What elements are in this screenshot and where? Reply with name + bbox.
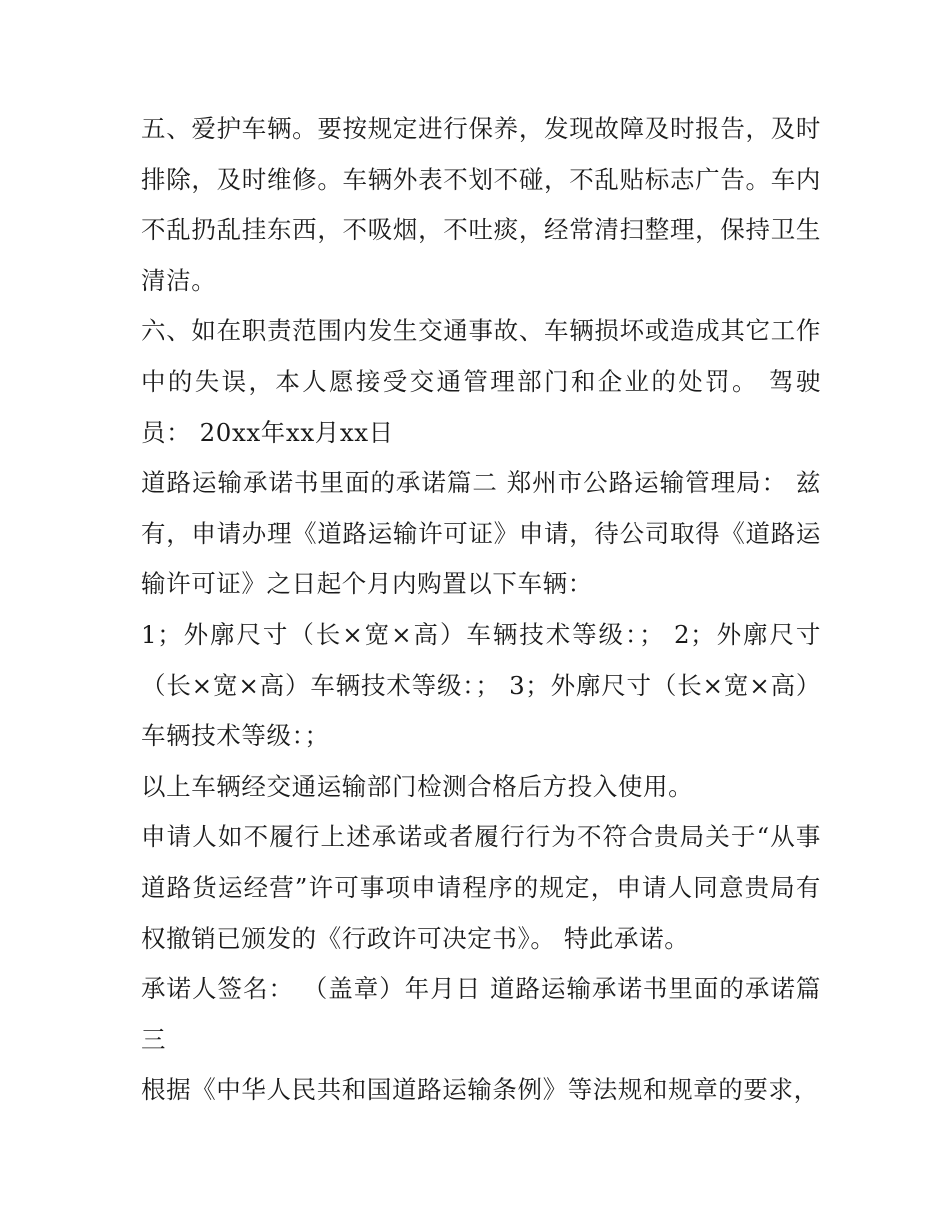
paragraph-commitment-two-intro: 道路运输承诺书里面的承诺篇二 郑州市公路运输管理局： 兹有，申请办理《道路运输许可证》申请，待公司取得《道路运输许可证》之日起个月内购置以下车辆： xyxy=(141,468,821,599)
paragraph-commitment-three-intro: 根据《中华人民共和国道路运输条例》等法规和规章的要求， xyxy=(141,1075,819,1105)
paragraph-vehicle-list: 1；外廓尺寸（长×宽×高）车辆技术等级：； 2；外廓尺寸（长×宽×高）车辆技术等级：； 3；外廓尺寸（长×宽×高）车辆技术等级：； xyxy=(141,619,821,751)
paragraph-accident-liability: 六、如在职责范围内发生交通事故、车辆损坏或造成其它工作中的失误，本人愿接受交通管理部门和企业的处罚。 驾驶员： 20xx年xx月xx日 xyxy=(141,316,821,447)
paragraph-care-vehicle: 五、爱护车辆。要按规定进行保养，发现故障及时报告，及时排除，及时维修。车辆外表不划不碰，不乱贴标志广告。车内不乱扔乱挂东西，不吸烟，不吐痰，经常清扫整理，保持卫生清洁。 xyxy=(141,114,821,295)
document-body xyxy=(141,104,821,1116)
paragraph-signature: 承诺人签名： （盖章）年月日 道路运输承诺书里面的承诺篇三 xyxy=(141,974,821,1054)
paragraph-inspection: 以上车辆经交通运输部门检测合格后方投入使用。 xyxy=(141,771,694,801)
paragraph-revocation: 申请人如不履行上述承诺或者履行行为不符合贵局关于“从事道路货运经营”许可事项申请程序的规定，申请人同意贵局有权撤销已颁发的《行政许可决定书》。 特此承诺。 xyxy=(141,822,821,953)
